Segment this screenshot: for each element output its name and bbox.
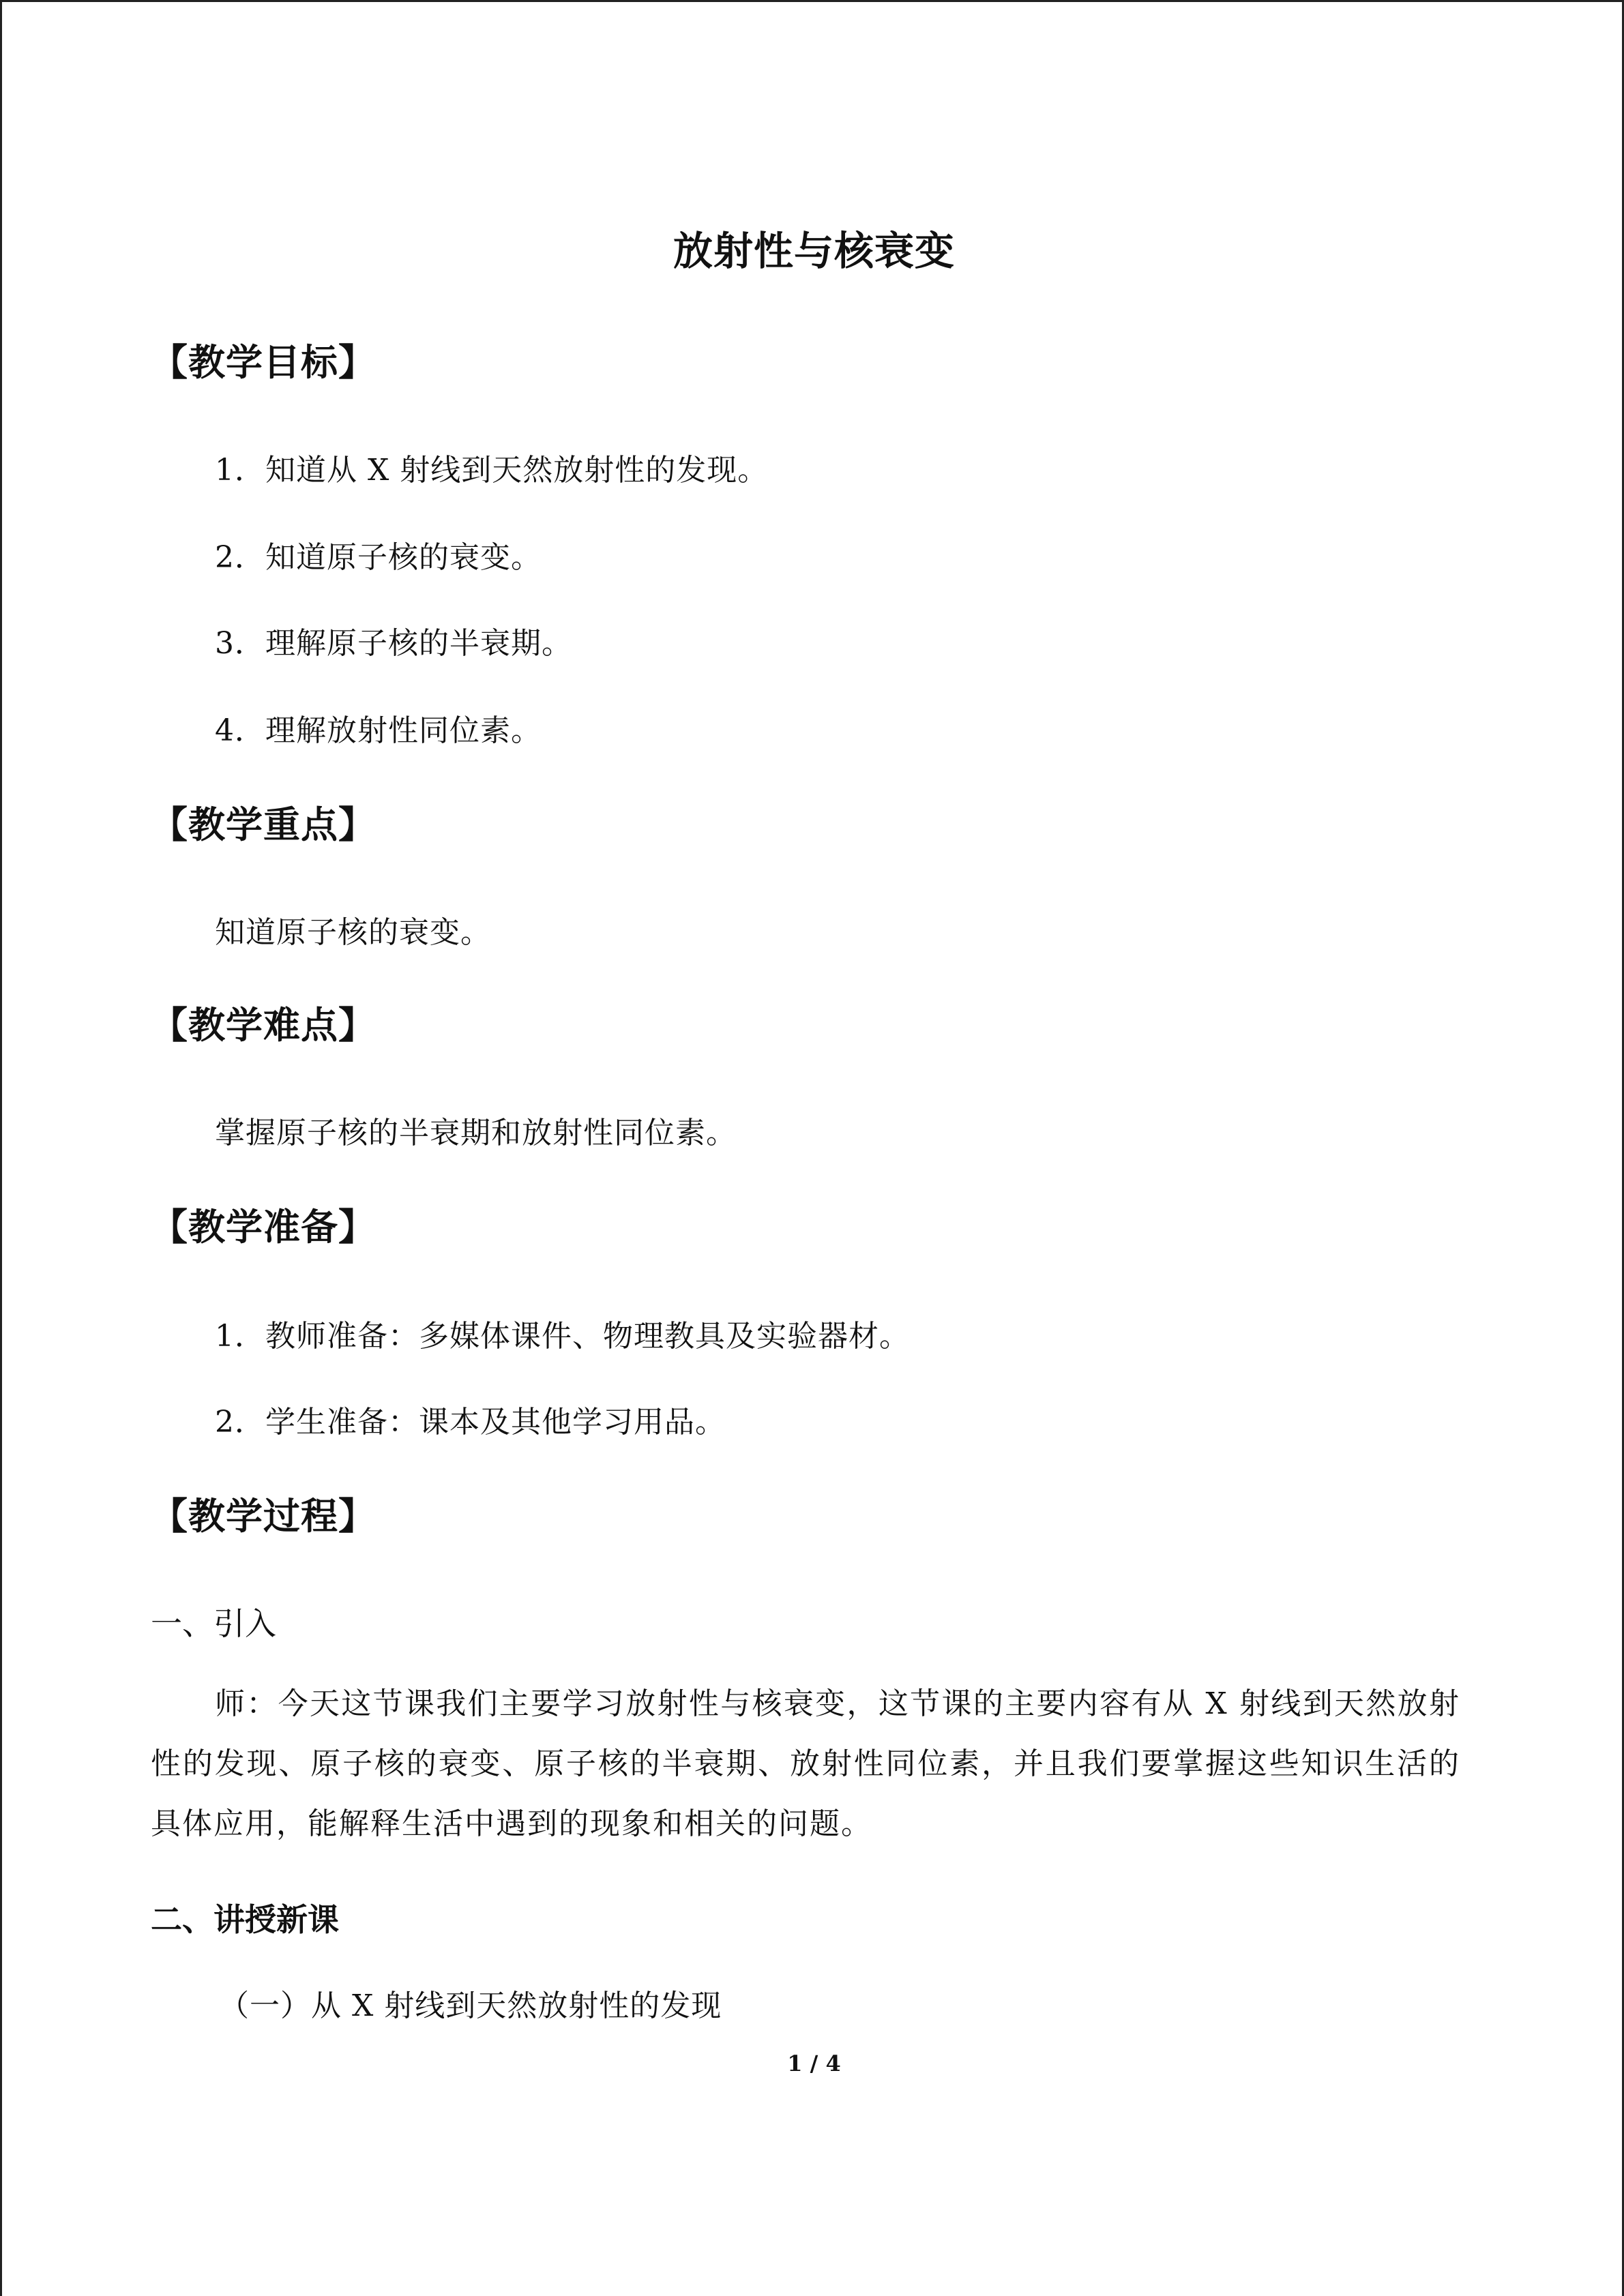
objective-item-2: 2．知道原子核的衰变。	[215, 540, 542, 575]
new-lesson-heading: 二、讲授新课	[151, 1901, 339, 1938]
key-points-text: 知道原子核的衰变。	[215, 915, 491, 950]
section-heading-key-points: 【教学重点】	[151, 803, 376, 846]
page-number: 1 / 4	[787, 2051, 841, 2076]
objective-item-3: 3．理解原子核的半衰期。	[215, 626, 572, 661]
difficulties-text: 掌握原子核的半衰期和放射性同位素。	[215, 1116, 737, 1150]
intro-heading: 一、引入	[151, 1605, 276, 1642]
section-heading-objectives: 【教学目标】	[151, 341, 376, 384]
subsection-heading-1: （一）从 X 射线到天然放射性的发现	[219, 1988, 722, 2023]
document-title: 放射性与核衰变	[673, 228, 955, 274]
objective-item-1: 1．知道从 X 射线到天然放射性的发现。	[215, 453, 769, 488]
objective-item-4: 4．理解放射性同位素。	[215, 713, 542, 748]
section-heading-process: 【教学过程】	[151, 1495, 376, 1538]
preparation-item-1: 1．教师准备：多媒体课件、物理教具及实验器材。	[215, 1319, 910, 1354]
section-heading-difficulties: 【教学难点】	[151, 1004, 376, 1047]
intro-paragraph: 师：今天这节课我们主要学习放射性与核衰变，这节课的主要内容有从 X 射线到天然放射性的发现、原子核的衰变、原子核的半衰期、放射性同位素，并且我们要掌握这些知识生活的具体应用，能解释生活中遇到的现象和相关的问题。	[151, 1686, 1460, 1841]
preparation-item-2: 2．学生准备：课本及其他学习用品。	[215, 1405, 726, 1440]
section-heading-preparation: 【教学准备】	[151, 1206, 376, 1249]
